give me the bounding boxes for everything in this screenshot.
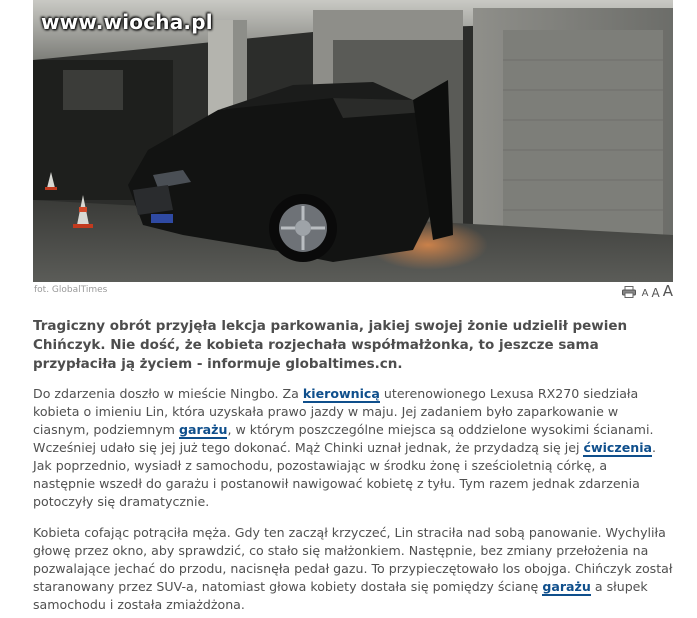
paragraph-text: Kobieta cofając potrąciła męża. Gdy ten zaczął krzyczeć, Lin straciła nad sobą panowanie. Wychyliła głowę przez okno, aby sprawdzić, co stało się małżonkiem. Następnie, bez zmiany przełożenia na pozwalające jechać do przodu, nacisnęła pedał gazu. To przypieczętowało los obojga. Chińczyk został staranowany przez SUV-a, natomiast głowa kobiety dostała się pomiędzy ścianę [33,525,673,594]
car-garage-image [33,0,673,282]
print-icon[interactable] [622,286,636,298]
font-size-small-button[interactable]: A [641,288,649,299]
paragraph-text: . Jak poprzednio, wysiadł z samochodu, pozostawiając w środku żonę i sześcioletnią córkę, a następnie wszedł do garażu i postanowił nawigować kobietę z tyłu. Tym razem jednak zdarzenia potoczyły się dramatycznie. [33,440,657,509]
article-lead: Tragiczny obrót przyjęła lekcja parkowania, jakiej swojej żonie udzielił pewien Chińczyk. Nie dość, że kobieta rozjechała współmałżonka, to jeszcze sama przypłaciła ją życiem - informuje globaltimes.cn. [33,318,628,372]
paragraph-text: uterenowionego Lexusa RX270 siedziała kobieta o imieniu Lin, która uzyskała prawo jazdy w maju. Jej zadaniem było zaparkowanie w ciasnym, podziemnym [33,386,639,437]
paragraph-text: Do zdarzenia doszło w mieście Ningbo. Za [33,386,303,401]
photo-caption-row [33,284,673,300]
font-size-medium-button[interactable]: A [651,286,660,300]
article-paragraph-1 [33,385,673,511]
keyword-link-cwiczenia[interactable]: ćwiczenia [583,440,653,455]
photo-credit: fot. GlobalTimes [34,285,108,295]
site-watermark: www.wiocha.pl [41,10,213,34]
article-photo [33,0,673,282]
article-photo-block [33,0,673,300]
keyword-link-kierownica[interactable]: kierownicą [302,386,380,401]
font-size-large-button[interactable]: A [662,282,673,300]
paragraph-text: , w którym poszczególne miejsca są oddzielone wysokimi ścianami. Wcześniej udało się jej już tego dokonać. Mąż Chinki uznał jednak, że przydadzą się jej [33,422,654,455]
keyword-link-garazu[interactable]: garażu [178,422,228,437]
paragraph-text: a słupek samochodu i została zmiażdżona. [33,579,648,612]
article-paragraph-2 [33,524,673,614]
keyword-link-garazu[interactable]: garażu [542,579,591,594]
article-tools [622,281,673,299]
